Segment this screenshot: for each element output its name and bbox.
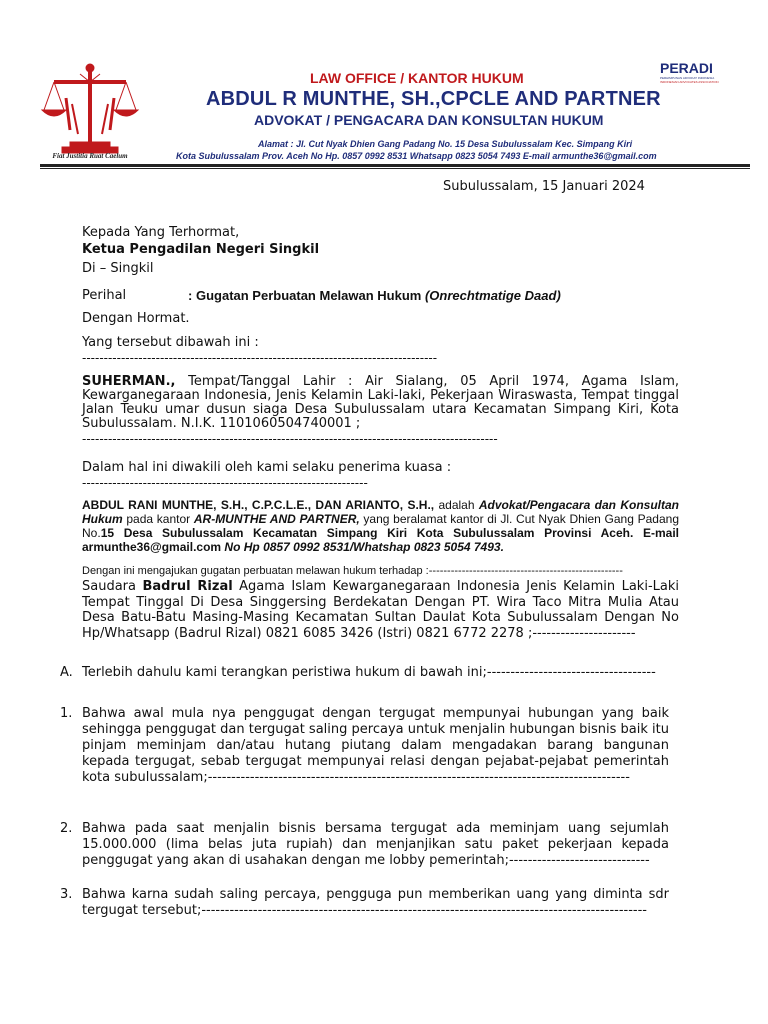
section-a-text: Terlebih dahulu kami terangkan peristiwa hukum di bawah ini;------------------------------------ [82,665,656,680]
representation-intro: Dalam hal ini diwakili oleh kami selaku penerima kuasa : [82,460,452,475]
recipient-salutation: Kepada Yang Terhormat, [82,225,240,240]
scales-of-justice-logo [40,60,140,165]
peradi-subtitle-1: PERHIMPUNAN ADVOKAT INDONESIA [660,76,715,80]
greeting: Dengan Hormat. [82,311,190,326]
peradi-logo [660,60,730,90]
item-3-marker: 3. [60,887,73,902]
undersigned-intro: Yang tersebut dibawah ini : [82,335,259,350]
lawyers-role: Advokat/Pengacara dan Konsultan Hukum [82,498,679,526]
client-identity [82,375,679,431]
peradi-logo-text: PERADI [660,60,713,76]
defendant-paragraph [82,579,679,641]
client-name: SUHERMAN., [82,374,176,389]
subject-label: Perihal [82,288,127,303]
lawyers-address-bold: 15 Desa Subulussalam Kecamatan Simpang Kiri Kota Subulussalam Provinsi Aceh. E-mail armunthe36@gmail.com [82,526,679,554]
lawyers-paragraph [82,498,679,554]
address-line-2: Kota Subulussalam Prov. Aceh No Hp. 0857 0992 8531 Whatsapp 0823 5054 7493 E-mail armunthe36@gmail.com [176,151,657,161]
dash-separator-2: ------------------------------------------------------------------------------------------------ [82,432,498,446]
client-description: Tempat/Tanggal Lahir : Air Sialang, 05 April 1974, Agama Islam, Kewarganegaraan Indonesia, Jenis Kelamin Laki-laki, Pekerjaan Wiraswasta, Tempat tinggal Jalan Teuku umar dusun siaga Desa Subulussalam utara Kecamatan Simpang Kiri, Kota Subulussalam. N.I.K. 1101060504740001 ; [82,374,679,431]
address-line-1: Alamat : Jl. Cut Nyak Dhien Gang Padang No. 15 Desa Subulussalam Kec. Simpang Kiri [258,139,633,149]
item-3-text: Bahwa karna sudah saling percaya, pengguga pun memberikan uang yang diminta sdr tergugat tersebut;----------------------------------------------------------------------------------------------- [82,887,669,918]
item-2-marker: 2. [60,821,73,836]
subject-text: Gugatan Perbuatan Melawan Hukum [195,288,422,303]
lawyers-address: yang beralamat kantor di Jl. Cut Nyak Dhien Gang Padang No. [82,512,679,540]
section-a-marker: A. [60,665,73,680]
firm-name: ABDUL R MUNTHE, SH.,CPCLE AND PARTNER [206,88,661,110]
logo-motto: Fiat Justitia Ruat Caelum [52,152,128,160]
dash-separator-3: ------------------------------------------------------------------ [82,476,368,490]
defendant-description: Agama Islam Kewarganegaraan Indonesia Jenis Kelamin Laki-Laki Tempat Tinggal Di Desa Singgersing Berdekatan Dengan PT. Wira Taco Mitra Mulia Atau Desa Batu-Batu Masing-Masing Kecamatan Sultan Daulat Kota Subulussalam Dengan No Hp/Whatsapp (Badrul Rizal) 0821 6085 3426 (Istri) 0821 6772 2278 ;---------------------- [82,579,679,641]
dash-separator-1: ---------------------------------------------------------------------------------- [82,351,438,365]
defendant-name: Badrul Rizal [142,579,233,594]
subject [188,288,561,303]
lawyers-office: AR-MUNTHE AND PARTNER, [193,512,360,526]
lawyers-adalah: adalah [434,498,479,512]
lawyers-names: ABDUL RANI MUNTHE, S.H., C.P.C.L.E., DAN ARIANTO, S.H., [82,498,435,512]
place-date: Subulussalam, 15 Januari 2024 [443,179,645,194]
lawyers-contact: No Hp 0857 0992 8531/Whatshap 0823 5054 7493. [221,540,504,554]
item-1-marker: 1. [60,706,73,721]
defendant-prefix: Saudara [82,579,143,594]
lawyers-pada: pada kantor [122,512,194,526]
peradi-subtitle-2: INDONESIAN ADVOCATES ASSOCIATION [660,80,719,84]
filing-intro: Dengan ini mengajukan gugatan perbuatan melawan hukum terhadap :----------------------------------------------------- [82,565,623,577]
item-1-text: Bahwa awal mula nya penggugat dengan tergugat mempunyai hubungan yang baik sehingga penggugat dan tergugat saling percaya untuk menjalin hubungan bisnis baik itu pinjam meminjam dan/atau hutang piutang dalam mengadakan barang bangunan kepada tergugat, sebab tergugat mempunyai relasi dengan pejabat-pejabat pemerintah kota subulussalam;------------------------------------------------------------------------------------------ [82,706,669,785]
header-divider-thick [40,164,750,167]
office-label: LAW OFFICE / KANTOR HUKUM [310,70,524,86]
recipient-name: Ketua Pengadilan Negeri Singkil [82,242,320,257]
recipient-location: Di – Singkil [82,261,154,276]
item-2-text: Bahwa pada saat menjalin bisnis bersama tergugat ada meminjam uang sejumlah 15.000.000 (lima belas juta rupiah) dan menjanjikan satu paket pekerjaan kepada penggugat yang akan di usahakan dengan me lobby pemerintah;------------------------------ [82,821,669,868]
firm-description: ADVOKAT / PENGACARA DAN KONSULTAN HUKUM [254,112,604,128]
subject-italic: (Onrechtmatige Daad) [424,288,561,303]
subject-colon: : [188,288,193,303]
header-divider-thin [40,168,750,169]
